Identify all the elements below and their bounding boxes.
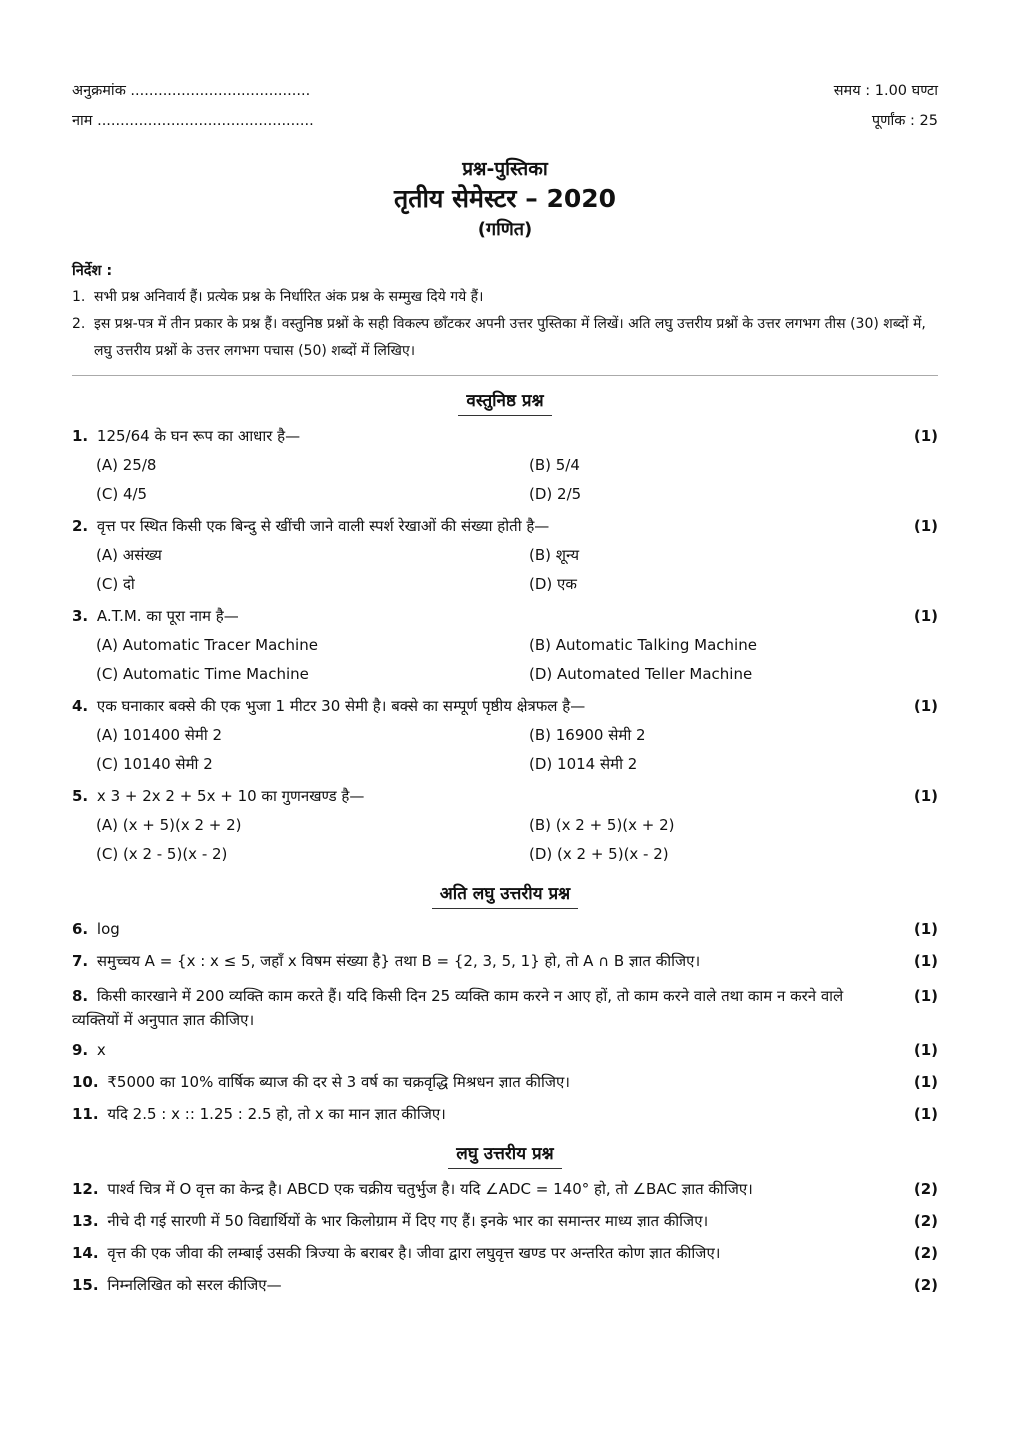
option: (A) 25/8 [96, 456, 157, 474]
question-marks: (1) [913, 787, 938, 805]
option: (A) Automatic Tracer Machine [96, 636, 318, 654]
question-text: log [96, 920, 120, 938]
options-grid [72, 721, 938, 779]
option: (C) (x 2 - 5)(x - 2) [96, 845, 228, 863]
roll-number-field: अनुक्रमांक ....................................... [72, 83, 311, 99]
question [72, 1239, 938, 1268]
question-marks: (2) [913, 1276, 938, 1294]
section-short [72, 1141, 938, 1169]
question [72, 1271, 938, 1300]
question-marks: (2) [913, 1244, 938, 1262]
question-marks: (2) [913, 1180, 938, 1198]
option: (A) (x + 5)(x 2 + 2) [96, 816, 242, 834]
question-number: 4. [72, 697, 89, 715]
question-text: x [96, 1041, 106, 1059]
option: (C) 10140 सेमी 2 [96, 755, 213, 773]
question-marks: (1) [913, 952, 938, 970]
question [72, 1100, 938, 1129]
question-text: निम्नलिखित को सरल कीजिए— [107, 1276, 282, 1294]
question [72, 602, 938, 631]
instruction-item [72, 284, 938, 311]
question-marks: (2) [913, 1212, 938, 1230]
question-text: ₹5000 का 10% वार्षिक ब्याज की दर से 3 वर्ष का चक्रवृद्धि मिश्रधन ज्ञात कीजिए। [107, 1073, 570, 1091]
question-text: किसी कारखाने में 200 व्यक्ति काम करते हैं। यदि किसी दिन 25 व्यक्ति काम करने न आए हों, तो काम करने वाले तथा काम न करने वाले व्यक्तियों में अनुपात ज्ञात कीजिए। [72, 987, 844, 1029]
question-marks: (1) [913, 697, 938, 715]
question [72, 1207, 938, 1236]
subject-title: (गणित) [477, 219, 533, 240]
question-number: 7. [72, 952, 89, 970]
question-marks: (1) [913, 607, 938, 625]
option: (B) शून्य [529, 546, 580, 564]
question-marks: (1) [913, 1073, 938, 1091]
question-text: x 3 + 2x 2 + 5x + 10 का गुणनखण्ड है— [96, 787, 365, 805]
question-number: 3. [72, 607, 89, 625]
question-text: पार्श्व चित्र में O वृत्त का केन्द्र है। ABCD एक चक्रीय चतुर्भुज है। यदि ∠ADC = 140° हो, तो ∠BAC ज्ञात कीजिए। [107, 1180, 753, 1198]
question-number: 14. [72, 1244, 99, 1262]
question-marks: (1) [913, 427, 938, 445]
question-marks: (1) [913, 920, 938, 938]
question [72, 692, 938, 721]
instruction-text: इस प्रश्न-पत्र में तीन प्रकार के प्रश्न हैं। वस्तुनिष्ठ प्रश्नों के सही विकल्प छाँटकर अपनी उत्तर पुस्तिका में लिखें। अति लघु उत्तरीय प्रश्नों के उत्तर लगभग तीस (30) शब्दों में, लघु उत्तरीय प्रश्नों के उत्तर लगभग पचास (50) शब्दों में लिखिए। [94, 316, 926, 359]
section-heading: लघु उत्तरीय प्रश्न [448, 1141, 561, 1169]
section-heading: अति लघु उत्तरीय प्रश्न [432, 881, 578, 909]
question-number: 12. [72, 1180, 99, 1198]
question-number: 2. [72, 517, 89, 535]
option: (A) असंख्य [96, 546, 162, 564]
question-marks: (1) [913, 517, 938, 535]
header-row-2 [72, 106, 938, 136]
question-text: एक घनाकार बक्से की एक भुजा 1 मीटर 30 सेमी है। बक्से का सम्पूर्ण पृष्ठीय क्षेत्रफल है— [96, 697, 586, 715]
question [72, 915, 938, 944]
question-text: 125/64 के घन रूप का आधार है— [96, 427, 301, 445]
question-number: 13. [72, 1212, 99, 1230]
option: (D) (x 2 + 5)(x - 2) [529, 845, 669, 863]
time-label: समय : 1.00 घण्टा [833, 83, 938, 99]
option: (D) Automated Teller Machine [529, 665, 753, 683]
section-very-short [72, 881, 938, 909]
question [72, 782, 938, 811]
question-number: 15. [72, 1276, 99, 1294]
instruction-text: सभी प्रश्न अनिवार्य हैं। प्रत्येक प्रश्न के निर्धारित अंक प्रश्न के सम्मुख दिये गये हैं। [94, 289, 484, 305]
options-grid [72, 631, 938, 689]
question-text: वृत्त पर स्थित किसी एक बिन्दु से खींची जाने वाली स्पर्श रेखाओं की संख्या होती है— [96, 517, 550, 535]
option: (C) 4/5 [96, 485, 148, 503]
question-marks: (1) [913, 1041, 938, 1059]
question-marks: (1) [913, 987, 938, 1005]
option: (B) (x 2 + 5)(x + 2) [529, 816, 675, 834]
question [72, 422, 938, 451]
section-heading: वस्तुनिष्ठ प्रश्न [458, 388, 551, 416]
question-marks: (1) [913, 1105, 938, 1123]
question-number: 5. [72, 787, 89, 805]
question [72, 984, 938, 1032]
options-grid [72, 451, 938, 509]
question-text: नीचे दी गई सारणी में 50 विद्यार्थियों के भार किलोग्राम में दिए गए हैं। इनके भार का समान्तर माध्य ज्ञात कीजिए। [107, 1212, 709, 1230]
question-text: A.T.M. का पूरा नाम है— [96, 607, 239, 625]
instruction-item [72, 311, 938, 365]
question-number: 6. [72, 920, 89, 938]
question-number: 10. [72, 1073, 99, 1091]
option: (D) 1014 सेमी 2 [529, 755, 638, 773]
divider [72, 375, 938, 376]
option: (C) दो [96, 575, 135, 593]
question-number: 8. [72, 987, 89, 1005]
option: (C) Automatic Time Machine [96, 665, 309, 683]
option: (B) 16900 सेमी 2 [529, 726, 646, 744]
semester-title: तृतीय सेमेस्टर – 2020 [393, 184, 617, 213]
instruction-number: 2. [72, 316, 86, 332]
question-text: वृत्त की एक जीवा की लम्बाई उसकी त्रिज्या के बराबर है। जीवा द्वारा लघुवृत्त खण्ड पर अन्तरित कोण ज्ञात कीजिए। [107, 1244, 721, 1262]
question [72, 512, 938, 541]
title-block [72, 156, 938, 244]
options-grid [72, 541, 938, 599]
section-objective [72, 388, 938, 416]
instruction-number: 1. [72, 289, 86, 305]
question-number: 11. [72, 1105, 99, 1123]
question [72, 947, 938, 976]
instructions-heading: निर्देश : [72, 263, 113, 279]
question-text: समुच्चय A = {x : x ≤ 5, जहाँ x विषम संख्या है} तथा B = {2, 3, 5, 1} हो, तो A ∩ B ज्ञात कीजिए। [96, 952, 701, 970]
question [72, 1068, 938, 1097]
booklet-title: प्रश्न-पुस्तिका [462, 158, 548, 180]
option: (D) 2/5 [529, 485, 582, 503]
header-row-1 [72, 76, 938, 106]
option: (B) Automatic Talking Machine [529, 636, 757, 654]
question [72, 1036, 938, 1065]
options-grid [72, 811, 938, 869]
question [72, 1175, 938, 1204]
question-number: 9. [72, 1041, 89, 1059]
question-number: 1. [72, 427, 89, 445]
option: (D) एक [529, 575, 577, 593]
question-text: यदि 2.5 : x :: 1.25 : 2.5 हो, तो x का मान ज्ञात कीजिए। [107, 1105, 446, 1123]
option: (B) 5/4 [529, 456, 580, 474]
total-marks-label: पूर्णांक : 25 [871, 113, 938, 129]
option: (A) 101400 सेमी 2 [96, 726, 223, 744]
name-field: नाम ............................................... [72, 113, 314, 129]
